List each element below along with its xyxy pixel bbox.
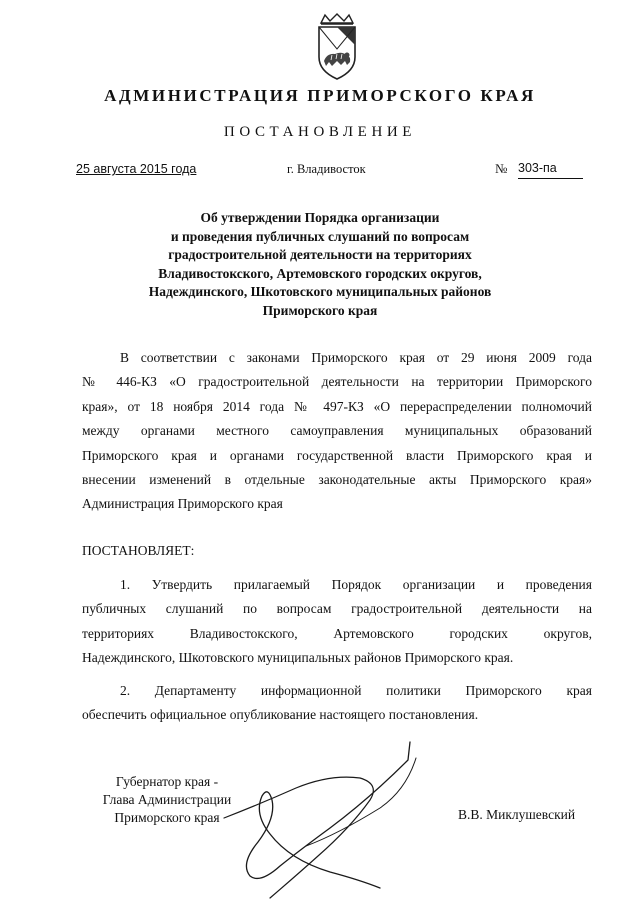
- document-title: [120, 209, 520, 321]
- title-line: и проведения публичных слушаний по вопросам: [170, 228, 470, 244]
- item-1-paragraph: [82, 573, 592, 671]
- title-line: градостроительной деятельности на территориях: [168, 247, 472, 263]
- position-line: Губернатор края -: [115, 774, 219, 789]
- paragraph-line: В соответствии с законами Приморского края от 29 июня 2009 года: [120, 350, 592, 365]
- organization-name: АДМИНИСТРАЦИЯ ПРИМОРСКОГО КРАЯ: [104, 86, 536, 105]
- handwritten-signature-icon: [210, 738, 450, 908]
- document-city: г. Владивосток: [287, 162, 366, 176]
- document-date: 25 августа 2015 года: [76, 162, 197, 176]
- paragraph-line: обеспечить официальное опубликование настоящего постановления.: [82, 707, 479, 723]
- position-line: Глава Администрации: [102, 792, 232, 807]
- paragraph-line: Надеждинского, Шкотовского муниципальных районов Приморского края.: [82, 650, 514, 666]
- preamble-paragraph: [82, 346, 592, 517]
- title-line: Надеждинского, Шкотовского муниципальных районов: [148, 284, 492, 300]
- paragraph-line: публичных слушаний по вопросам градостроительной деятельности на: [82, 601, 592, 617]
- number-label: №: [495, 161, 508, 176]
- item-2-paragraph: [82, 679, 592, 728]
- title-line: Приморского края: [262, 302, 378, 318]
- paragraph-line: территориях Владивостокского, Артемовского городских округов,: [82, 625, 592, 641]
- title-line: Владивостокского, Артемовского городских округов,: [158, 265, 482, 281]
- paragraph-line: края», от 18 ноября 2014 года № 497-КЗ «О перераспределении полномочий: [82, 398, 592, 414]
- coat-of-arms-icon: [297, 13, 377, 81]
- signatory-name: В.В. Миклушевский: [458, 807, 576, 822]
- document-number: 303-па: [518, 160, 583, 179]
- resolve-word: ПОСТАНОВЛЯЕТ:: [82, 543, 195, 558]
- paragraph-line: между органами местного самоуправления муниципальных образований: [82, 423, 592, 439]
- title-line: Об утверждении Порядка организации: [200, 210, 440, 225]
- document-type: ПОСТАНОВЛЕНИЕ: [223, 124, 417, 140]
- paragraph-line: Приморского края и органами государственной власти Приморского края и: [82, 447, 592, 463]
- paragraph-line: 1. Утвердить прилагаемый Порядок организации и проведения: [120, 577, 592, 592]
- position-line: Приморского края: [114, 810, 220, 825]
- paragraph-line: внесении изменений в отдельные законодательные акты Приморского края»: [82, 472, 592, 488]
- paragraph-line: 2. Департаменту информационной политики Приморского края: [120, 683, 592, 698]
- paragraph-line: Администрация Приморского края: [82, 496, 283, 512]
- paragraph-line: № 446-КЗ «О градостроительной деятельности на территории Приморского: [82, 374, 592, 390]
